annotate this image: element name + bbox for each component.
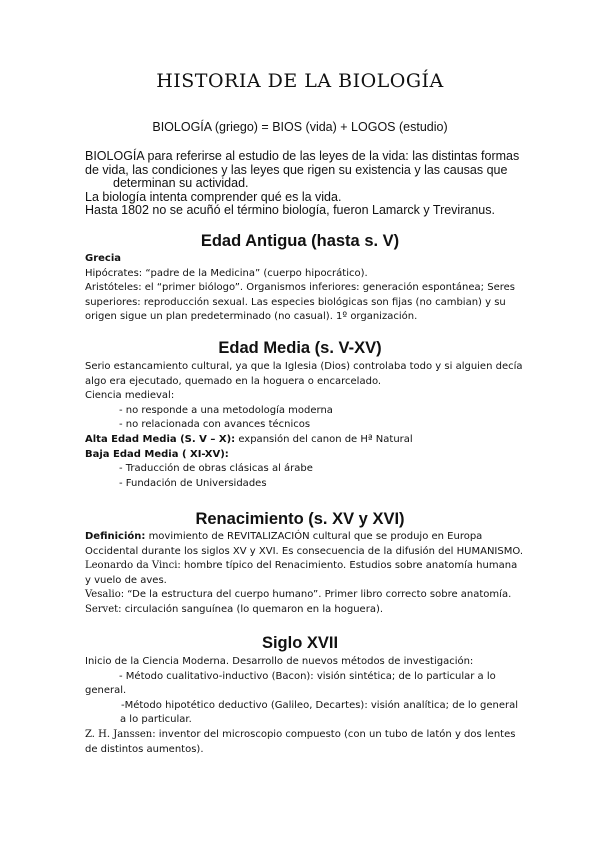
section-body-media [85, 360, 525, 491]
text-line: y vuelo de aves. [85, 574, 167, 586]
text-line [85, 588, 525, 603]
text-line [85, 603, 525, 618]
text-line [85, 559, 525, 574]
servet-name: Servet [85, 603, 119, 615]
list-item-continuation: a lo particular. [120, 714, 192, 726]
text-line: Serio estancamiento cultural, ya que la Iglesia (Dios) controlaba todo y si alguien decía [85, 361, 523, 372]
intro-line: La biología intenta comprender qué es la vida. [85, 189, 342, 204]
etymology-line: BIOLOGÍA (griego) = BIOS (vida) + LOGOS (estudio) [152, 120, 448, 134]
list-item: - Fundación de Universidades [119, 477, 267, 489]
section-heading-siglo-xvii: Siglo XVII [261, 634, 339, 652]
vesalio-text: : “De la estructura del cuerpo humano”. Primer libro correcto sobre anatomía. [120, 589, 512, 601]
intro-paragraph [85, 150, 525, 218]
section-heading-renacimiento: Renacimiento (s. XV y XVI) [195, 510, 405, 528]
servet-text: : circulación sanguínea (lo quemaron en la hoguera). [118, 603, 384, 615]
intro-line: BIOLOGÍA para referirse al estudio de las leyes de la vida: las distintas formas [85, 149, 520, 163]
text-line: Inicio de la Ciencia Moderna. Desarrollo de nuevos métodos de investigación: [85, 656, 474, 667]
text-line: Occidental durante los siglos XV y XVI. Es consecuencia de la difusión del HUMANISMO. [85, 545, 523, 557]
list-item: - no relacionada con avances técnicos [119, 419, 311, 431]
alta-edad-text: expansión del canon de Hª Natural [235, 433, 413, 445]
section-body-siglo-xvii [85, 655, 525, 757]
section-heading-media: Edad Media (s. V-XV) [218, 339, 382, 357]
vesalio-name: Vesalio [85, 589, 121, 601]
list-item: -Método hipotético deductivo (Galileo, Decartes): visión analítica; de lo general [121, 699, 518, 711]
definicion-text: movimiento de REVITALIZACIÓN cultural que se produjo en Europa [145, 531, 483, 542]
text-line: Hipócrates: “padre de la Medicina” (cuerpo hipocrático). [85, 267, 368, 279]
section-body-renacimiento [85, 530, 525, 618]
section-heading-antigua: Edad Antigua (hasta s. V) [200, 232, 400, 250]
text-line: Aristóteles: el “primer biólogo”. Organismos inferiores: generación espontánea; Seres [85, 282, 515, 294]
intro-line: determinan su actividad. [113, 176, 249, 190]
text-line: algo era ejecutado, quemado en la hoguera o encarcelado. [85, 375, 382, 387]
alta-edad-label: Alta Edad Media (S. V – X): [85, 433, 236, 445]
text-line [85, 530, 525, 545]
list-item: - Método cualitativo-inductivo (Bacon): visión sintética; de lo particular a lo [119, 670, 496, 682]
intro-line: de vida, las condiciones y las leyes que rigen su existencia y las causas que [85, 162, 508, 177]
janssen-name: Z. H. Janssen [85, 728, 153, 740]
page-title: HISTORIA DE LA BIOLOGÍA [156, 70, 444, 92]
text-line [85, 728, 525, 743]
list-item: - Traducción de obras clásicas al árabe [119, 463, 313, 475]
text-line: origen sigue un plan predeterminado (no casual). 1º organización. [85, 311, 418, 323]
leonardo-name: Leonardo da Vinci [85, 560, 178, 572]
leonardo-text: : hombre típico del Renacimiento. Estudios sobre anatomía humana [177, 560, 518, 572]
janssen-text: : inventor del microscopio compuesto (con un tubo de latón y dos lentes [152, 728, 516, 740]
text-line: de distintos aumentos). [85, 743, 204, 755]
list-item-continuation: general. [85, 685, 127, 697]
text-line: superiores: reproducción sexual. Las especies biológicas son fijas (no cambian) y su [85, 296, 506, 308]
intro-line: Hasta 1802 no se acuñó el término biología, fueron Lamarck y Treviranus. [85, 203, 495, 217]
list-item: - no responde a una metodología moderna [119, 404, 333, 416]
subheading-grecia: Grecia [85, 253, 122, 264]
text-line [85, 433, 525, 448]
baja-edad-label: Baja Edad Media ( XI-XV): [85, 448, 229, 460]
definicion-label: Definición: [85, 531, 146, 542]
section-body-antigua [85, 252, 525, 325]
text-line: Ciencia medieval: [85, 390, 175, 402]
